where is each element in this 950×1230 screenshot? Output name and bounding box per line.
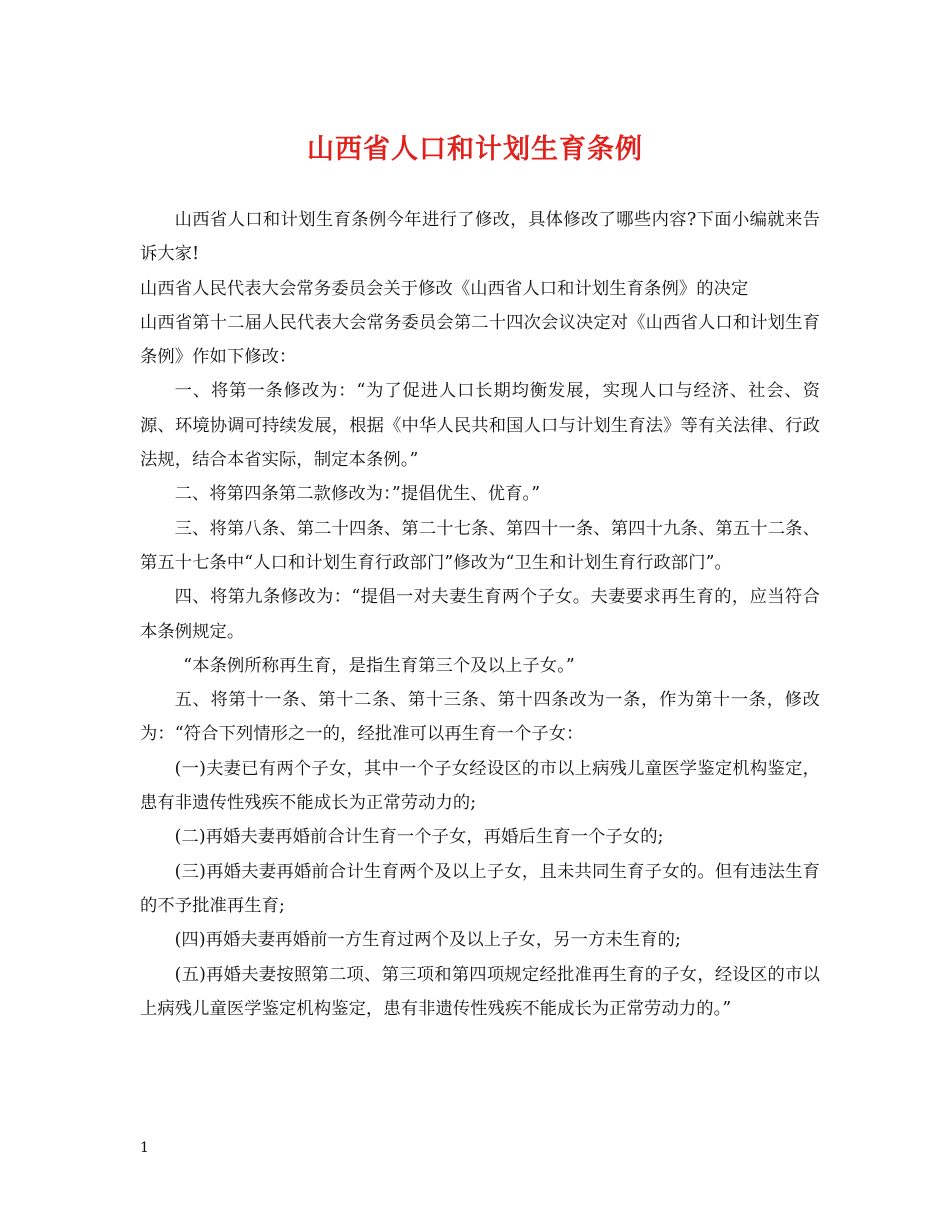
clause-two-paragraph: (二)再婚夫妻再婚前合计生育一个子女，再婚后生育一个子女的; xyxy=(174,827,664,848)
intro-paragraph: 山西省人口和计划生育条例今年进行了修改，具体修改了哪些内容?下面小编就来告诉大家! xyxy=(140,210,820,265)
decision-heading-paragraph: 山西省人民代表大会常务委员会关于修改《山西省人口和计划生育条例》的决定 xyxy=(140,278,749,299)
document-body xyxy=(140,203,820,1026)
decision-intro-paragraph: 山西省第十二届人民代表大会常务委员会第二十四次会议决定对《山西省人口和计划生育条例》作如下修改： xyxy=(140,312,820,368)
document-title: 山西省人口和计划生育条例 xyxy=(307,134,643,165)
clause-five-paragraph: (五)再婚夫妻按照第二项、第三项和第四项规定经批准再生育的子女，经设区的市以上病残儿童医学鉴定机构鉴定，患有非遗传性残疾不能成长为正常劳动力的。” xyxy=(140,964,820,1019)
clause-three-paragraph: (三)再婚夫妻再婚前合计生育两个及以上子女，且未共同生育子女的。但有违法生育的不予批准再生育; xyxy=(140,861,820,916)
page-number: 1 xyxy=(140,1140,149,1156)
amendment-one-paragraph: 一、将第一条修改为：“为了促进人口长期均衡发展，实现人口与经济、社会、资源、环境协调可持续发展，根据《中华人民共和国人口与计划生育法》等有关法律、行政法规，结合本省实际，制定本条例。” xyxy=(140,381,820,471)
clause-one-paragraph: (一)夫妻已有两个子女，其中一个子女经设区的市以上病残儿童医学鉴定机构鉴定，患有非遗传性残疾不能成长为正常劳动力的; xyxy=(140,758,820,814)
amendment-four-paragraph: 四、将第九条修改为：“提倡一对夫妻生育两个子女。夫妻要求再生育的，应当符合本条例规定。 xyxy=(140,587,820,642)
re-birth-definition-paragraph: “本条例所称再生育，是指生育第三个及以上子女。” xyxy=(183,655,575,676)
amendment-two-paragraph: 二、将第四条第二款修改为：”提倡优生、优育。” xyxy=(174,484,541,505)
clause-four-paragraph: (四)再婚夫妻再婚前一方生育过两个及以上子女，另一方未生育的; xyxy=(174,930,681,951)
amendment-five-paragraph: 五、将第十一条、第十二条、第十三条、第十四条改为一条，作为第十一条，修改为：“符合下列情形之一的，经批准可以再生育一个子女： xyxy=(140,690,820,745)
amendment-three-paragraph: 三、将第八条、第二十四条、第二十七条、第四十一条、第四十九条、第五十二条、第五十七条中“人口和计划生育行政部门”修改为“卫生和计划生育行政部门”。 xyxy=(140,518,820,573)
